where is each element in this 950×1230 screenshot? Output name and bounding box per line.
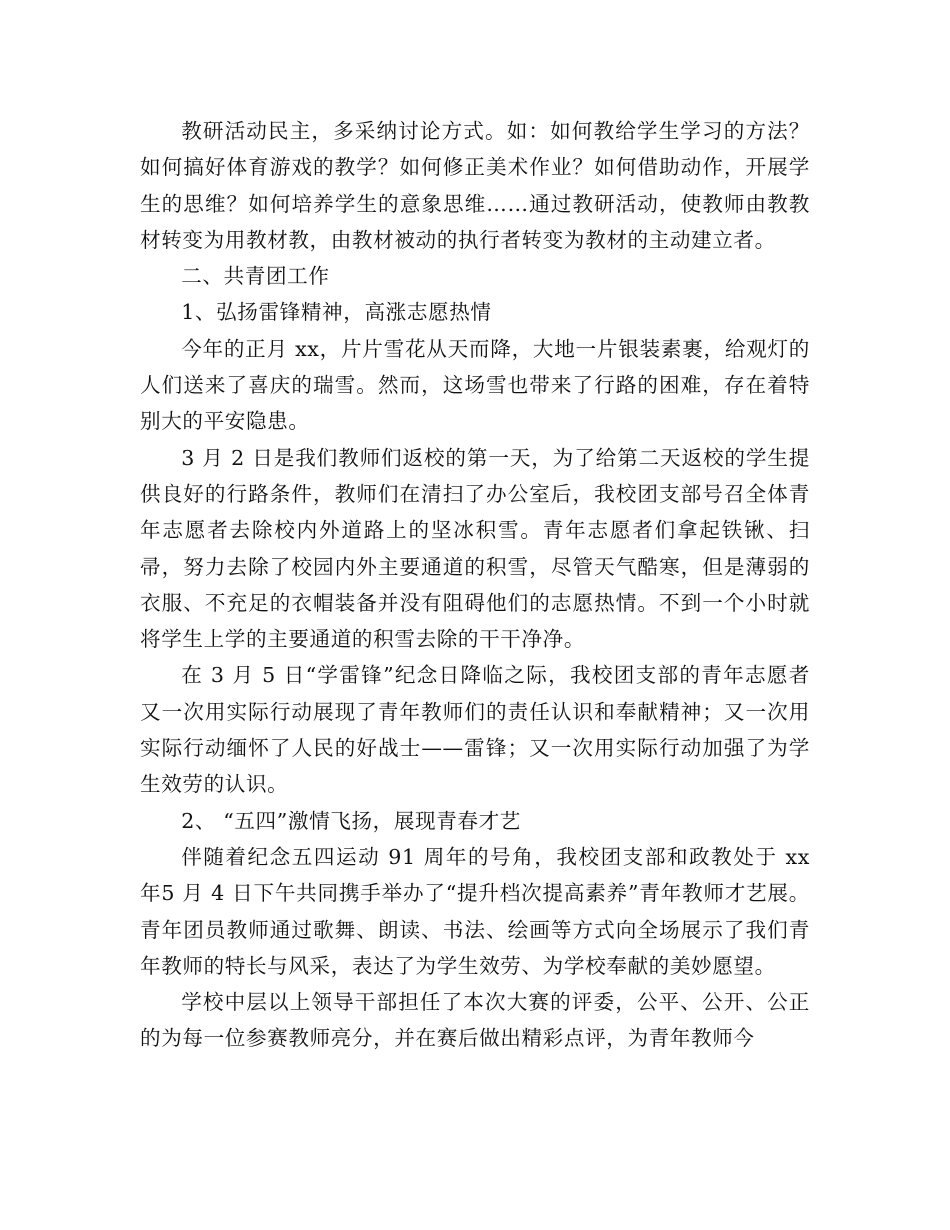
heading-youth-league-work: 二、共青团工作 [181, 264, 330, 289]
subheading-lei-feng-spirit: 1、弘扬雷锋精神，高涨志愿热情 [181, 300, 492, 325]
paragraph-snowfall: 今年的正月 xx，片片雪花从天而降，大地一片银装素裹，给观灯的人们送来了喜庆的瑞雪。然而，这场雪也带来了行路的困难，存在着特别大的平安隐患。 [140, 336, 810, 434]
paragraph-lei-feng-day: 在 3 月 5 日“学雷锋”纪念日降临之际，我校团支部的青年志愿者又一次用实际行动展现了青年教师们的责任认识和奉献精神；又一次用实际行动缅怀了人民的好战士——雷锋；又一次用实际行动加强了为学生效劳的认识。 [140, 663, 810, 797]
paragraph-teaching-research: 教研活动民主，多采纳讨论方式。如：如何教给学生学习的方法？如何搞好体育游戏的教学？如何修正美术作业？如何借助动作，开展学生的思维？如何培养学生的意象思维……通过教研活动，使教师由教教材转变为用教材教，由教材被动的执行者转变为教材的主动建立者。 [140, 119, 810, 252]
paragraph-judges: 学校中层以上领导干部担任了本次大赛的评委，公平、公开、公正的为每一位参赛教师亮分，并在赛后做出精彩点评，为青年教师今 [140, 990, 810, 1051]
paragraph-snow-clearing: 3 月 2 日是我们教师们返校的第一天，为了给第二天返校的学生提供良好的行路条件，教师们在清扫了办公室后，我校团支部号召全体青年志愿者去除校内外道路上的坚冰积雪。青年志愿者们拿起铁锹、扫帚，努力去除了校园内外主要通道的积雪，尽管天气酷寒，但是薄弱的衣服、不充足的衣帽装备并没有阻碍他们的志愿热情。不到一个小时就将学生上学的主要通道的积雪去除的干干净净。 [140, 445, 810, 652]
subheading-may-fourth: 2、 “五四”激情飞扬，展现青春才艺 [181, 808, 522, 833]
document-body [140, 113, 810, 1057]
paragraph-talent-show: 伴随着纪念五四运动 91 周年的号角，我校团支部和政教处于 xx 年5 月 4 日下午共同携手举办了“提升档次提高素养”青年教师才艺展。青年团员教师通过歌舞、朗读、书法、绘画等方式向全场展示了我们青年教师的特长与风采，表达了为学生效劳、为学校奉献的美妙愿望。 [140, 844, 810, 978]
